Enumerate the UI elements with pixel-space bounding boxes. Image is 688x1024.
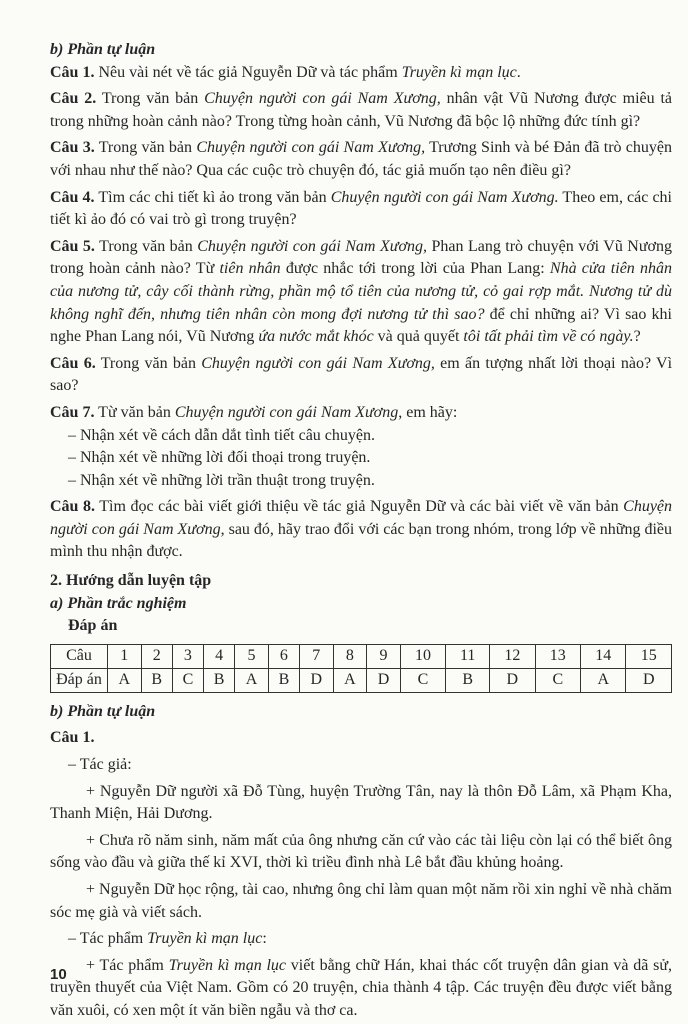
table-cell: 11: [446, 644, 490, 668]
work-point: [50, 955, 672, 1023]
work-title: Chuyện người con gái Nam Xương: [174, 403, 399, 421]
table-cell: 13: [535, 644, 580, 668]
table-cell: A: [581, 668, 626, 692]
table-cell: B: [204, 668, 235, 692]
question-3: [50, 137, 672, 182]
work-title: Chuyện người con gái Nam Xương.: [330, 188, 559, 206]
text: Theo em, các chi tiết kì ảo đó có vai trò gì trong truyện?: [50, 188, 673, 229]
text: em ấn tượng nhất lời thoại nào? Vì sao?: [50, 354, 673, 395]
table-cell: 5: [235, 644, 269, 668]
table-row-answers: [51, 668, 672, 692]
question-5: [50, 236, 672, 349]
quote: Nhà cửa tiên nhân của nương tử, cây cối thành rừng, phần mộ tổ tiên của nương tử, cỏ gai rợp mắt. Nương tử dù không nghĩ đến, nhưng tiên nhân còn mong đợi nương tử thì sao?: [50, 260, 673, 323]
question-label: Câu 6.: [50, 354, 96, 372]
answer-label: Đáp án: [68, 617, 118, 635]
table-cell: A: [108, 668, 142, 692]
text: Trương Sinh và bé Đản đã trò chuyện với nhau như thế nào? Qua các cuộc trò chuyện đó, tác giả muốn tạo nên điều gì?: [50, 139, 673, 179]
section-2-heading: 2. Hướng dẫn luyện tập: [50, 572, 212, 590]
table-cell: 1: [108, 644, 142, 668]
question-label: Câu 7.: [50, 403, 95, 421]
table-cell: 15: [626, 644, 672, 668]
text: :: [262, 930, 267, 948]
text: , em hãy:: [398, 403, 458, 421]
table-cell: C: [172, 668, 203, 692]
answer-1-label: Câu 1.: [50, 729, 95, 747]
work-title: Chuyện người con gái Nam Xương,: [197, 237, 427, 255]
question-label: Câu 2.: [50, 90, 97, 108]
table-cell: 7: [300, 644, 334, 668]
quote: tiên nhân: [219, 260, 281, 278]
text: + Tác phẩm: [86, 956, 169, 974]
table-cell: 6: [268, 644, 299, 668]
question-label: Câu 3.: [50, 139, 95, 157]
question-7-item: – Nhận xét về những lời đối thoại trong truyện.: [68, 449, 371, 467]
part-b2-heading: b) Phần tự luận: [50, 702, 156, 720]
answer-table: [50, 644, 672, 693]
table-cell: C: [535, 668, 580, 692]
page-number: 10: [50, 966, 67, 983]
table-cell: C: [400, 668, 445, 692]
text: viết bằng chữ Hán, khai thác cốt truyện dân gian và dã sử, truyền thuyết của Việt Nam. Gồm có 20 truyện, chia thành 4 tập. Các truyện đều được viết bằng văn xuôi, có xen một ít văn biền ngẫu và thơ ca.: [50, 956, 673, 1019]
table-cell: 12: [490, 644, 535, 668]
table-cell: D: [490, 668, 535, 692]
work-title: Chuyện người con gái Nam Xương,: [196, 139, 426, 157]
question-8: [50, 496, 672, 564]
table-cell: 14: [581, 644, 626, 668]
quote: tôi tất phải tìm về có ngày.: [463, 328, 634, 346]
table-cell: B: [268, 668, 299, 692]
table-cell: B: [141, 668, 172, 692]
question-2: [50, 88, 672, 133]
text: Trong văn bản: [94, 237, 198, 255]
text: ?: [633, 328, 641, 346]
text: Nêu vài nét về tác giả Nguyễn Dữ và tác phẩm: [94, 63, 402, 81]
table-cell: 3: [172, 644, 203, 668]
table-row-numbers: [51, 644, 672, 668]
author-point: + Nguyễn Dữ học rộng, tài cao, nhưng ông chỉ làm quan một năm rồi xin nghỉ về nhà chăm sóc mẹ già và viết sách.: [50, 881, 672, 921]
table-cell: D: [300, 668, 334, 692]
text: Trong văn bản: [96, 90, 205, 108]
table-cell: D: [626, 668, 672, 692]
question-label: Câu 5.: [50, 237, 95, 255]
document-page: [50, 39, 672, 1023]
text: Từ văn bản: [94, 403, 175, 421]
text: , sau đó, hãy trao đổi với các bạn trong nhóm, trong lớp về những điều mình thu nhận được.: [50, 520, 673, 561]
question-label: Câu 8.: [50, 498, 96, 516]
work-title: Truyền kì mạn lục: [168, 956, 287, 974]
text: để chỉ những ai? Vì sao khi nghe Phan Lang nói, Vũ Nương: [50, 305, 673, 346]
author-point: + Chưa rõ năm sinh, năm mất của ông nhưng căn cứ vào các tài liệu còn lại có thể biết ông sống vào đầu và giữa thế kỉ XVI, thời kì triều đình nhà Lê bắt đầu khủng hoảng.: [50, 831, 672, 872]
quote: ứa nước mắt khóc: [258, 328, 374, 346]
table-cell: 9: [367, 644, 401, 668]
question-6: [50, 353, 672, 398]
question-7-item: – Nhận xét về những lời trần thuật trong truyện.: [68, 471, 375, 489]
work-title: Chuyện người con gái Nam Xương: [50, 498, 673, 538]
question-7-item: – Nhận xét về cách dẫn dắt tình tiết câu chuyện.: [68, 426, 375, 444]
table-header-cell: Câu: [51, 644, 108, 668]
question-4: [50, 187, 672, 232]
part-b-heading: b) Phần tự luận: [50, 41, 156, 58]
work-title: Chuyện người con gái Nam Xương,: [201, 354, 435, 372]
work-title: Truyền kì mạn lục: [147, 930, 263, 948]
text: .: [516, 63, 521, 81]
text: Phan Lang trò chuyện với Vũ Nương trong hoàn cảnh nào? Từ: [50, 237, 672, 278]
work-heading: [50, 928, 672, 951]
text: Trong văn bản: [95, 354, 202, 372]
part-a-heading: a) Phần trắc nghiệm: [50, 594, 187, 612]
table-cell: 10: [400, 644, 445, 668]
question-1: [50, 62, 672, 85]
table-cell: D: [367, 668, 401, 692]
text: Trong văn bản: [94, 139, 197, 157]
work-title: Truyền kì mạn lục: [401, 63, 517, 81]
author-heading: – Tác giả:: [68, 756, 132, 774]
text: Tìm đọc các bài viết giới thiệu về tác giả Nguyễn Dữ và các bài viết về văn bản: [95, 498, 624, 516]
work-title: Chuyện người con gái Nam Xương,: [204, 90, 441, 108]
text: – Tác phẩm: [68, 930, 148, 948]
table-header-cell: Đáp án: [51, 668, 108, 692]
question-label: Câu 4.: [50, 188, 95, 206]
question-label: Câu 1.: [50, 63, 95, 81]
table-cell: A: [235, 668, 269, 692]
question-7: [50, 402, 672, 425]
table-cell: A: [333, 668, 367, 692]
author-point: + Nguyễn Dữ người xã Đỗ Tùng, huyện Trường Tân, nay là thôn Đỗ Lâm, xã Phạm Kha, Thanh Miện, Hải Dương.: [50, 782, 672, 823]
text: và quả quyết: [373, 328, 464, 346]
table-cell: 4: [204, 644, 235, 668]
table-cell: 2: [141, 644, 172, 668]
table-cell: B: [446, 668, 490, 692]
text: Tìm các chi tiết kì ảo trong văn bản: [94, 188, 331, 206]
text: nhân vật Vũ Nương được miêu tả trong những hoàn cảnh nào? Trong từng hoàn cảnh, Vũ Nương đã bộc lộ những đức tính gì?: [50, 90, 673, 130]
text: được nhắc tới trong lời của Phan Lang:: [280, 260, 550, 278]
table-cell: 8: [333, 644, 367, 668]
